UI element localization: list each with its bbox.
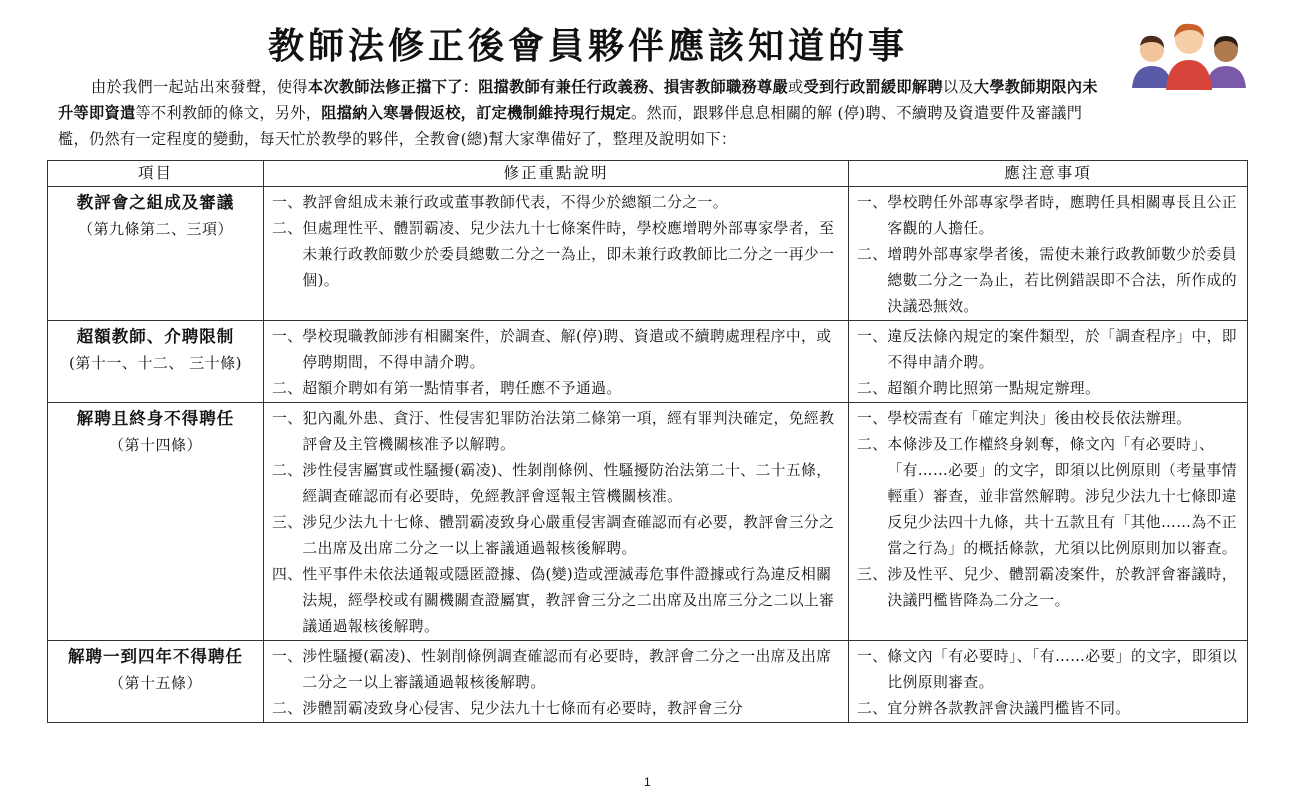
- intro-text: 等不利教師的條文，另外，: [135, 104, 322, 122]
- list-item: 二、 涉體罰霸凌致身心侵害、兒少法九十七條而有必要時，教評會三分: [272, 700, 744, 717]
- intro-highlight: 本次教師法修正擋下了：阻擋教師有兼任行政義務、損害教師職務尊嚴: [307, 78, 788, 96]
- item-title: 超額教師、介聘限制: [76, 327, 235, 346]
- list-item: 二、 涉性侵害屬實或性騷擾(霸凌)、性剝削條例、性騷擾防治法第二十、二十五條，經調查確認而有必要時，免經教評會逕報主管機關核准。: [272, 462, 832, 505]
- list-item: 一、 違反法條內規定的案件類型，於「調查程序」中，即不得申請介聘。: [857, 328, 1237, 371]
- header-item: 項目: [48, 161, 264, 187]
- list-item: 一、 涉性騷擾(霸凌)、性剝削條例調查確認而有必要時，教評會二分之一出席及出席二分之一以上審議通過報核後解聘。: [272, 648, 832, 691]
- item-cell: [48, 187, 264, 321]
- list-item: 二、 本條涉及工作權終身剝奪，條文內「有必要時」、「有……必要」的文字，即須以比例原則（考量事情輕重）審查，並非當然解聘。涉兒少法九十七條即違反兒少法四十九條，共十五款且有「其他……為不正當之行為」的概括條款，尤須以比例原則加以審查。: [857, 436, 1237, 557]
- notes-cell: [849, 321, 1248, 403]
- intro-paragraph: [58, 74, 1248, 152]
- notes-cell: [849, 187, 1248, 321]
- notes-cell: [849, 641, 1248, 723]
- list-item: 一、 學校聘任外部專家學者時，應聘任具相關專長且公正客觀的人擔任。: [857, 194, 1237, 237]
- item-cell: [48, 641, 264, 723]
- list-item: 二、 超額介聘比照第一點規定辦理。: [857, 380, 1101, 397]
- item-article: (第十一、十二、 三十條): [69, 354, 242, 372]
- list-item: 一、 教評會組成未兼行政或董事教師代表，不得少於總額二分之一。: [272, 194, 728, 211]
- list-item: 三、 涉及性平、兒少、體罰霸凌案件，於教評會審議時，決議門檻皆降為二分之一。: [857, 566, 1237, 609]
- item-title: 解聘一到四年不得聘任: [68, 647, 243, 666]
- document-title: 教師法修正後會員夥伴應該知道的事: [268, 25, 909, 67]
- key-points-cell: [264, 641, 849, 723]
- list-item: 二、 超額介聘如有第一點情事者，聘任應不予通過。: [272, 380, 622, 397]
- item-cell: [48, 321, 264, 403]
- notes-cell: [849, 403, 1248, 641]
- item-cell: [48, 403, 264, 641]
- list-item: 四、 性平事件未依法通報或隱匿證據、偽(變)造或湮滅毒危事件證據或行為違反相關法規，經學校或有關機關查證屬實，教評會三分之二出席及出席三分之二以上審議通過報核後解聘。: [272, 566, 835, 635]
- intro-text: 以及: [942, 78, 974, 96]
- intro-highlight: 大學教師期限內未升等即資遣: [58, 78, 1098, 122]
- key-points-cell: [264, 403, 849, 641]
- key-points-cell: [264, 321, 849, 403]
- amendment-table: [47, 160, 1248, 723]
- list-item: 二、 宜分辨各款教評會決議門檻皆不同。: [857, 700, 1131, 717]
- item-title: 解聘且終身不得聘任: [76, 409, 235, 428]
- header-notes: 應注意事項: [849, 161, 1248, 187]
- key-points-cell: [264, 187, 849, 321]
- page-number: 1: [644, 775, 651, 789]
- intro-text: 或: [787, 78, 804, 96]
- item-article: （第九條第二、三項）: [77, 220, 233, 238]
- list-item: 一、 條文內「有必要時」、「有……必要」的文字，即須以比例原則審查。: [857, 648, 1238, 691]
- table-row: [48, 641, 1248, 723]
- list-item: 三、 涉兒少法九十七條、體罰霸凌致身心嚴重侵害調查確認而有必要，教評會三分之二出席及出席二分之一以上審議通過報核後解聘。: [272, 514, 835, 557]
- list-item: 一、 學校現職教師涉有相關案件，於調查、解(停)聘、資遣或不續聘處理程序中，或停聘期間，不得申請介聘。: [272, 328, 832, 371]
- item-article: （第十四條）: [108, 436, 202, 454]
- intro-text: 由於我們一起站出來發聲，使得: [91, 78, 308, 96]
- table-header-row: [48, 161, 1248, 187]
- list-item: 一、 犯內亂外患、貪汙、性侵害犯罪防治法第二條第一項，經有罪判決確定，免經教評會及主管機關核准予以解聘。: [272, 410, 835, 453]
- intro-text: 。然而，跟夥伴息息相關的解 (停)聘、不續聘及資遣要件及審議門檻，仍然有一定程度的變動，每天忙於教學的夥伴，全教會(總)幫大家準備好了，整理及說明如下：: [58, 104, 1083, 148]
- table-row: [48, 403, 1248, 641]
- list-item: 二、 但處理性平、體罰霸凌、兒少法九十七條案件時，學校應增聘外部專家學者，至未兼行政教師數少於委員總數二分之一為止，即未兼行政教師比二分之一再少一個)。: [272, 220, 835, 289]
- intro-highlight: 阻擋納入寒暑假返校，訂定機制維持現行規定: [321, 104, 632, 122]
- item-article: （第十五條）: [108, 674, 202, 692]
- table-row: [48, 321, 1248, 403]
- table-row: [48, 187, 1248, 321]
- header-key-points: 修正重點說明: [264, 161, 849, 187]
- item-title: 教評會之組成及審議: [76, 193, 235, 212]
- list-item: 二、 增聘外部專家學者後，需使未兼行政教師數少於委員總數二分之一為止，若比例錯誤即不合法，所作成的決議恐無效。: [857, 246, 1237, 315]
- list-item: 一、 學校需查有「確定判決」後由校長依法辦理。: [857, 410, 1192, 427]
- intro-highlight: 受到行政罰緩即解聘: [803, 78, 943, 96]
